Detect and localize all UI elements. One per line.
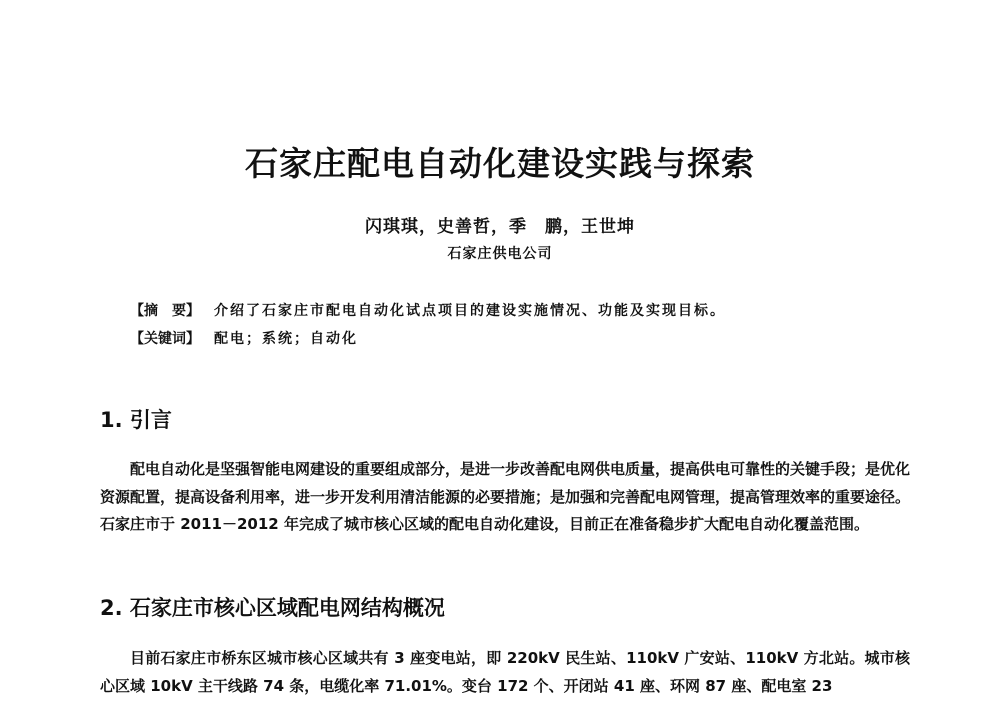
section-paragraph-grid-overview: 目前石家庄市桥东区城市核心区域共有 3 座变电站，即 220kV 民生站、110kV 广安站、110kV 方北站。城市核心区域 10kV 主干线路 74 条，电缆化率 71.01%。变台 172 个、开闭站 41 座、环网 87 座、配电室 23 <box>100 649 910 695</box>
keywords-row <box>130 328 358 348</box>
keywords-text: 配电；系统；自动化 <box>214 331 358 347</box>
abstract-text: 介绍了石家庄市配电自动化试点项目的建设实施情况、功能及实现目标。 <box>214 303 726 319</box>
section-heading-introduction: 1. 引言 <box>100 408 172 432</box>
section-heading-grid-overview: 2. 石家庄市核心区域配电网结构概况 <box>100 596 445 620</box>
author-list: 闪琪琪，史善哲，季 鹏，王世坤 <box>365 217 635 237</box>
keywords-label: 【关键词】 <box>130 331 200 347</box>
affiliation: 石家庄供电公司 <box>447 246 553 262</box>
section-paragraph-introduction: 配电自动化是坚强智能电网建设的重要组成部分，是进一步改善配电网供电质量，提高供电可靠性的关键手段；是优化资源配置，提高设备利用率，进一步开发利用清洁能源的必要措施；是加强和完善配电网管理，提高管理效率的重要途径。石家庄市于 2011－2012 年完成了城市核心区域的配电自动化建设，目前正在准备稳步扩大配电自动化覆盖范围。 <box>100 460 911 533</box>
abstract-row <box>130 300 726 320</box>
paper-title: 石家庄配电自动化建设实践与探索 <box>245 144 755 183</box>
abstract-label: 【摘 要】 <box>130 303 200 319</box>
